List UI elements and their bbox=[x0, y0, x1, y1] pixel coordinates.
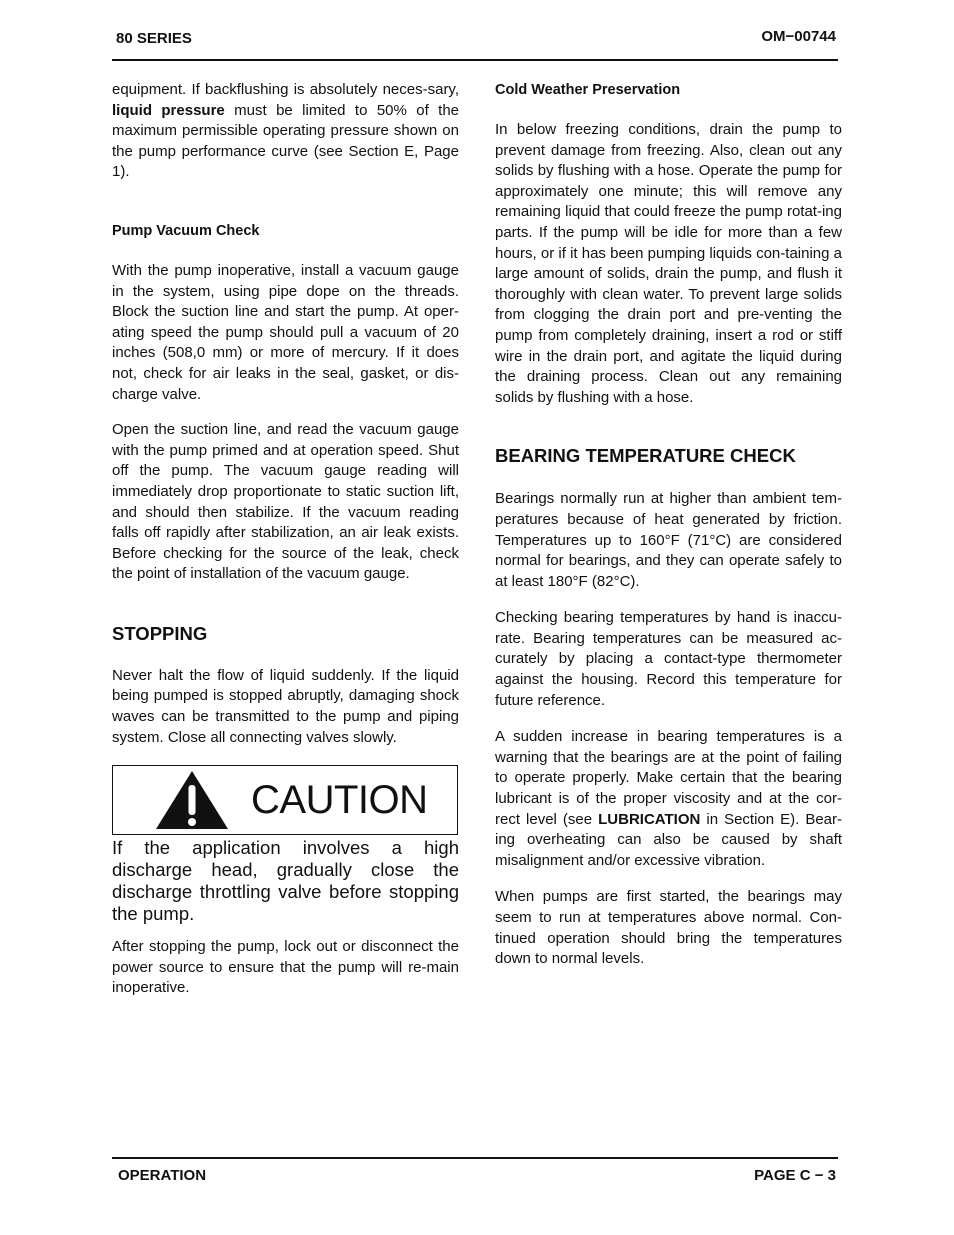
p1-text-end: must be limited to 50% of the maximum permissible operating pressure shown on the pump performance curve (see Section E, Page 1). bbox=[112, 101, 459, 181]
section-label: OPERATION bbox=[118, 1167, 207, 1184]
vacuum-paragraph-2: Open the suction line, and read the vacuum gauge with the pump primed and at operation speed. Shut off the pump. The vacuum gauge reading will immediately drop proportionate to static suction lift, and should then stabilize. If the vacuum reading falls off rapidly after stabilization, an air leak exists. Before checking for the source of the leak, check the point of installation of the vacuum gauge. bbox=[112, 421, 459, 583]
warning-triangle-icon bbox=[154, 769, 230, 831]
page-number: PAGE C − 3 bbox=[754, 1167, 836, 1184]
page-header bbox=[112, 24, 838, 61]
page-footer bbox=[112, 1157, 838, 1184]
p1-text-start: equipment. If backflushing is absolutely neces-sary, bbox=[112, 81, 459, 98]
backflushing-paragraph bbox=[112, 80, 459, 183]
right-column bbox=[495, 80, 842, 970]
vacuum-check-heading: Pump Vacuum Check bbox=[112, 222, 260, 239]
caution-message: If the application involves a high discharge head, gradually close the discharge throttling valve before stopping the pump. bbox=[112, 837, 459, 925]
bearing-check-heading: BEARING TEMPERATURE CHECK bbox=[495, 445, 796, 467]
series-label: 80 SERIES bbox=[116, 30, 192, 47]
lubrication-reference: LUBRICATION bbox=[598, 810, 701, 828]
stopping-paragraph-2: After stopping the pump, lock out or disconnect the power source to ensure that the pump will re-main inoperative. bbox=[112, 938, 459, 997]
document-number: OM−00744 bbox=[761, 28, 836, 45]
caution-label: CAUTION bbox=[251, 778, 428, 823]
caution-box bbox=[112, 765, 458, 835]
stopping-paragraph-1: Never halt the flow of liquid suddenly. If the liquid being pumped is stopped abruptly, damaging shock waves can be transmitted to the pump and piping system. Close all connecting valves slowly. bbox=[112, 666, 459, 746]
bearing-paragraph-4: When pumps are first started, the bearings may seem to run at temperatures above normal. Con-tinued operation should bring the temperatures down to normal levels. bbox=[495, 888, 842, 968]
cold-weather-heading: Cold Weather Preservation bbox=[495, 82, 681, 98]
left-column bbox=[112, 80, 459, 999]
bearing-paragraph-1: Bearings normally run at higher than ambient tem-peratures because of heat generated by friction. Temperatures up to 160°F (71°C) are considered normal for bearings, and they can operate safely to at least 180°F (82°C). bbox=[495, 490, 842, 590]
cold-weather-paragraph: In below freezing conditions, drain the pump to prevent damage from freezing. Also, clean out any solids by flushing with a hose. Operate the pump for approximately one minute; this will remove any remaining liquid that could freeze the pump rotat-ing parts. If the pump will be idle for more than a few hours, or if it has been pumping liquids con-taining a large amount of solids, drain the pump, and flush it thoroughly with clean water. To prevent large solids from clogging the drain port and pre-venting the pump from completely draining, insert a rod or stiff wire in the drain port, and agitate the liquid during the draining process. Clean out any remaining solids by flushing with a hose. bbox=[495, 121, 842, 406]
stopping-heading: STOPPING bbox=[112, 622, 208, 644]
bearing-paragraph-2: Checking bearing temperatures by hand is inaccu-rate. Bearing temperatures can be measured ac-curately by placing a contact-type thermometer against the housing. Record this temperature for future reference. bbox=[495, 609, 842, 709]
p3-text-end: in Section E). Bear-ing overheating can also be caused by shaft misalignment and/or excessive vibration. bbox=[495, 810, 843, 869]
p1-bold-term: liquid pressure bbox=[112, 101, 225, 119]
bearing-paragraph-3 bbox=[495, 727, 842, 871]
p3-text-start: A sudden increase in bearing temperatures is a warning that the bearings are at the point of failing to operate properly. Make certain that the bearing lubricant is of the proper viscosity and at the cor-rect level (see bbox=[495, 728, 842, 828]
vacuum-paragraph-1: With the pump inoperative, install a vacuum gauge in the system, using pipe dope on the threads. Block the suction line and start the pump. At oper-ating speed the pump should pull a vacuum of 20 inches (508,0 mm) or more of mercury. If it does not, check for air leaks in the seal, gasket, or dis-charge valve. bbox=[112, 261, 459, 403]
